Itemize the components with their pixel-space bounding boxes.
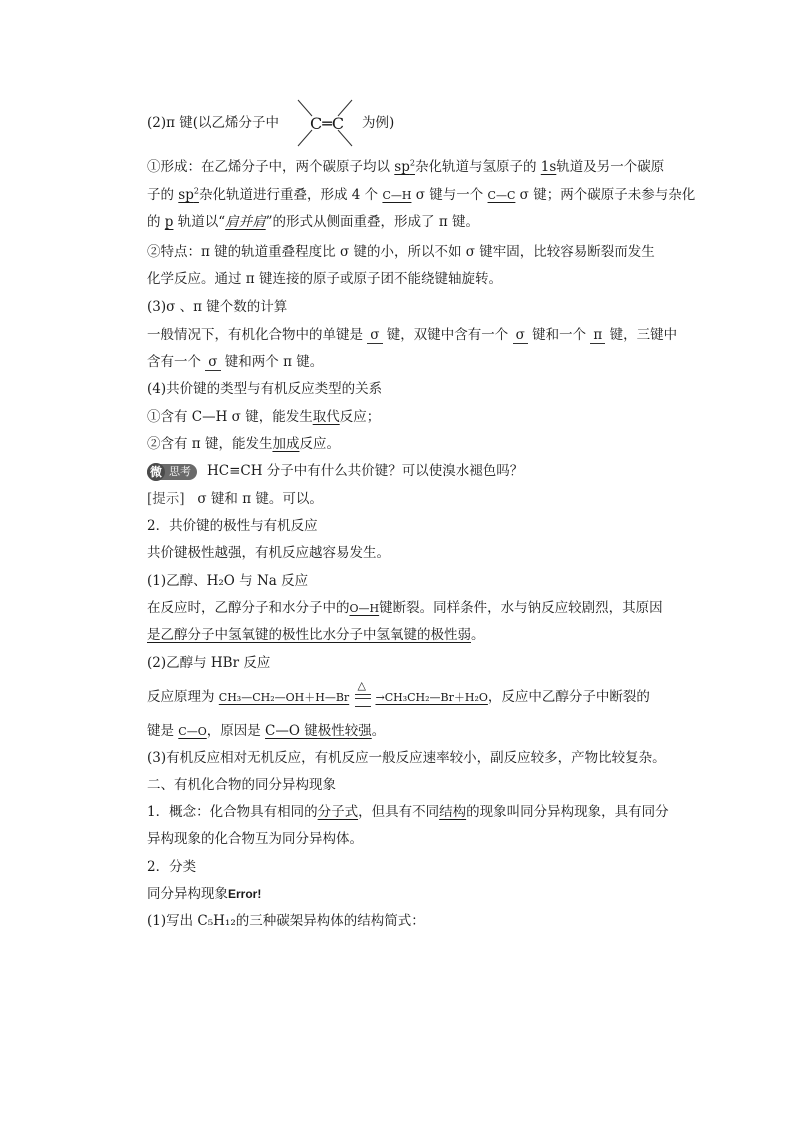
line-concept-2: 异构现象的化合物互为同分异构体。 xyxy=(147,831,363,847)
line-count xyxy=(147,325,677,345)
line-isomer-types xyxy=(147,884,261,904)
underline-shoulder: 肩并肩 xyxy=(225,214,266,230)
text: 键是 xyxy=(147,723,179,739)
underline-p: p xyxy=(164,214,174,230)
line-c5h12: (1)写出 C₅H₁₂的三种碳架异构体的结构简式： xyxy=(147,913,425,929)
blank-sigma: σ xyxy=(367,327,382,344)
underline-substitution: 取代 xyxy=(312,409,340,425)
line-relation-2 xyxy=(147,434,340,454)
text: 在反应时，乙醇分子和水分子中的 xyxy=(147,600,350,616)
line-ethanol-na-3 xyxy=(147,625,485,645)
line-hint xyxy=(147,489,323,509)
text: 为例) xyxy=(362,115,395,131)
text: ①形成：在乙烯分子中，两个碳原子均以 xyxy=(147,159,395,175)
text: 1．概念：化合物具有相同的 xyxy=(147,804,318,820)
text: 键断裂。同样条件，水与钠反应较剧烈，其原因 xyxy=(379,600,663,616)
line-count-title: (3)σ 、π 键个数的计算 xyxy=(147,299,288,315)
eq-bar xyxy=(355,698,371,699)
text: 。 xyxy=(371,723,386,739)
text: 。 xyxy=(471,627,485,643)
text: 子的 xyxy=(147,187,179,203)
line-relation-title: (4)共价键的类型与有机反应类型的关系 xyxy=(147,381,383,397)
sup: 2 xyxy=(409,158,415,168)
blank-sigma: σ xyxy=(513,327,528,344)
text: 反应。 xyxy=(299,436,340,452)
line-ethanol-na: (1)乙醇、H₂O 与 Na 反应 xyxy=(147,573,309,589)
text: (2)π 键(以乙烯分子中 xyxy=(147,115,280,131)
text: ②含有 π 键，能发生 xyxy=(147,436,273,452)
text: 反应； xyxy=(339,409,381,425)
line-formation-3 xyxy=(147,212,479,232)
underline-oh: O—H xyxy=(349,602,380,615)
underline-co: C—O xyxy=(178,725,207,738)
text: 轨道及另一个碳原 xyxy=(556,159,665,175)
text: 键，双键中含有一个 xyxy=(382,327,513,343)
underline-ch: C—H xyxy=(382,189,412,202)
text: 思考 xyxy=(169,464,191,478)
wei-icon: 微 xyxy=(147,463,165,481)
text: sp xyxy=(394,159,410,175)
heat-condition xyxy=(353,678,375,708)
underline-co-reason: C—O 键极性较强 xyxy=(265,723,372,739)
underline-cc: C—C xyxy=(487,189,516,202)
text: 轨道以“ xyxy=(173,214,226,230)
underline-sp2 xyxy=(178,187,199,203)
line-count-2 xyxy=(147,352,323,372)
line-ethanol-na-2 xyxy=(147,598,663,619)
text: 杂化轨道与氢原子的 xyxy=(414,159,541,175)
heat-icon: △ xyxy=(357,678,366,692)
line-feature: ②特点：π 键的轨道重叠程度比 σ 键的小，所以不如 σ 键牢固，比较容易断裂而发生 xyxy=(147,244,655,260)
section-isomerism-title: 二、有机化合物的同分异构现象 xyxy=(147,777,336,793)
underline-structure: 结构 xyxy=(439,804,467,820)
line-polarity: 共价键极性越强，有机反应越容易发生。 xyxy=(147,545,390,561)
line-reaction xyxy=(147,678,650,708)
text: σ 键和 π 键。可以。 xyxy=(197,491,323,507)
text: 同分异构现象 xyxy=(147,886,228,902)
eq-bar xyxy=(355,694,371,695)
line-bond-break xyxy=(147,721,385,742)
text: 一般情况下，有机化合物中的单键是 xyxy=(147,327,368,343)
text: 反应原理为 xyxy=(147,689,219,705)
text: ①含有 C—H σ 键，能发生 xyxy=(147,409,313,425)
blank-sigma: σ xyxy=(205,354,220,371)
underline-reason: 是乙醇分子中氢氧键的极性比水分子中氢氧键的极性弱 xyxy=(147,627,471,643)
think-badge xyxy=(147,464,197,480)
underline-sp2 xyxy=(394,159,415,175)
underline-formula: 分子式 xyxy=(317,804,359,820)
line-pi-bond-title xyxy=(147,113,279,133)
ethylene-cc-label: C═C xyxy=(310,114,345,133)
text: ，反应中乙醇分子中断裂的 xyxy=(487,689,650,705)
text: 含有一个 xyxy=(147,354,206,370)
line-polarity-title: 2．共价键的极性与有机反应 xyxy=(147,518,318,534)
text: 键和一个 xyxy=(527,327,591,343)
line-feature-2: 化学反应。通过 π 键连接的原子或原子团不能绕键轴旋转。 xyxy=(147,271,502,287)
line-relation-1 xyxy=(147,407,380,427)
text: σ 键与一个 xyxy=(411,187,488,203)
line-classification: 2．分类 xyxy=(147,859,197,875)
underline-products: →CH₃CH₂—Br＋H₂O xyxy=(375,691,488,704)
eq-bar xyxy=(355,706,371,707)
sup: 2 xyxy=(193,186,199,196)
error-text: Error! xyxy=(228,887,262,901)
underline-addition: 加成 xyxy=(272,436,300,452)
text: sp xyxy=(178,187,194,203)
line-formation-2 xyxy=(147,185,695,206)
text: σ 键；两个碳原子未参与杂化 xyxy=(515,187,696,203)
text: 的 xyxy=(147,214,165,230)
line-concept xyxy=(147,802,669,822)
hint-tag: [提示] xyxy=(147,491,185,507)
text: 键和两个 π 键。 xyxy=(220,354,324,370)
text: HC≡CH 分子中有什么共价键？可以使溴水褪色吗？ xyxy=(207,463,524,479)
text: ，原因是 xyxy=(206,723,266,739)
line-think xyxy=(147,461,523,481)
text: 杂化轨道进行重叠，形成 4 个 xyxy=(198,187,383,203)
underline-1s: 1s xyxy=(540,159,557,175)
blank-pi: π xyxy=(590,327,605,344)
underline-reactants: CH₃—CH₂—OH＋H—Br xyxy=(218,691,350,704)
line-ethanol-hbr: (2)乙醇与 HBr 反应 xyxy=(147,655,271,671)
line-organic-vs-inorganic: (3)有机反应相对无机反应，有机反应一般反应速率较小，副反应较多，产物比较复杂。 xyxy=(147,750,666,766)
text: 的现象叫同分异构现象，具有同分 xyxy=(466,804,669,820)
text: 键，三键中 xyxy=(605,327,678,343)
line-formation xyxy=(147,157,664,177)
text: ，但具有不同 xyxy=(358,804,440,820)
text: ”的形式从侧面重叠，形成了 π 键。 xyxy=(265,214,480,230)
